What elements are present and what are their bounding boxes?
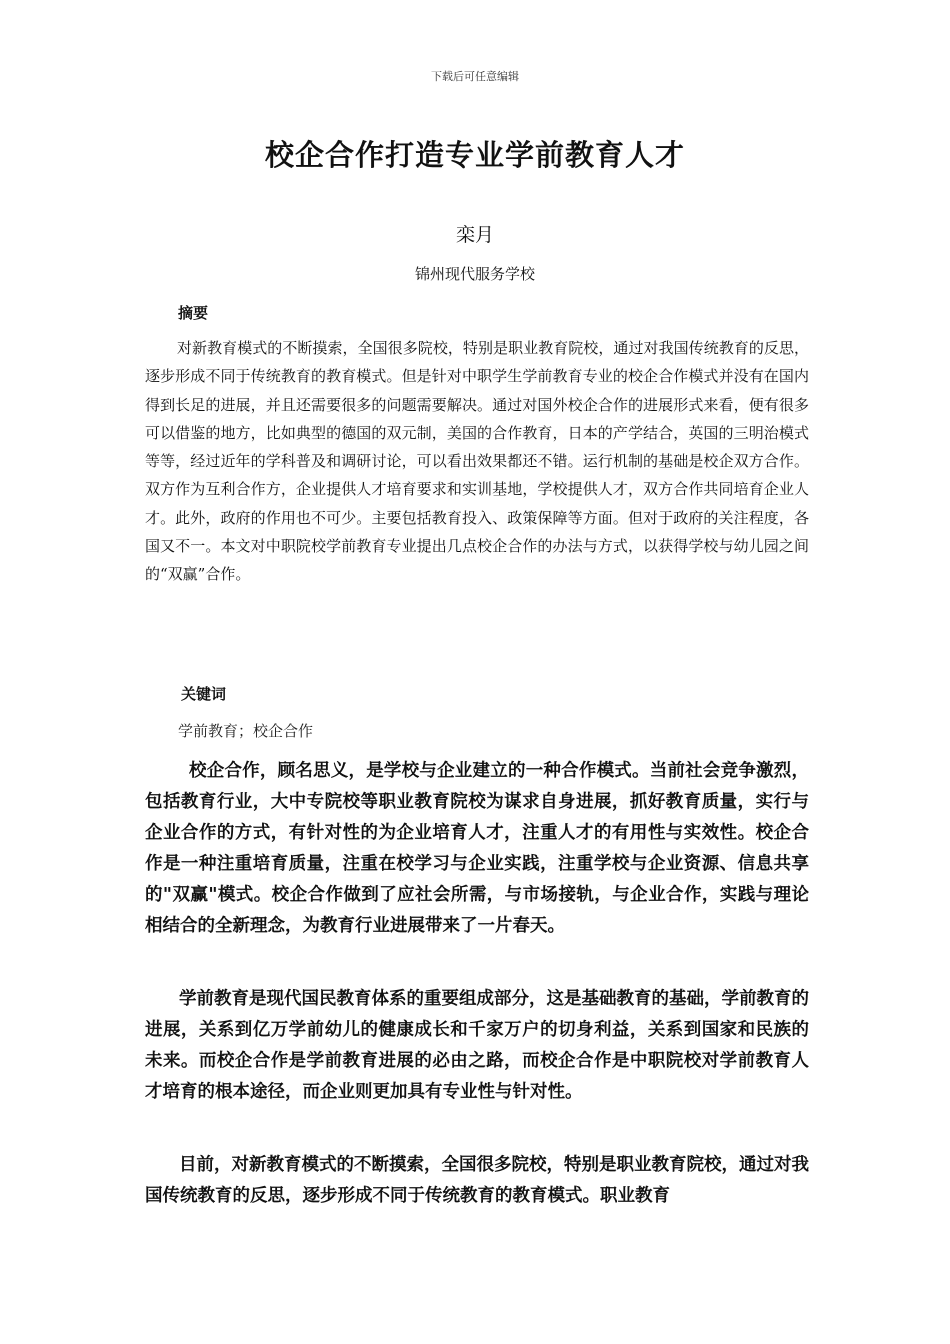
author-affiliation: 锦州现代服务学校 bbox=[414, 265, 535, 283]
abstract-paragraph: 对新教育模式的不断摸索，全国很多院校，特别是职业教育院校，通过对我国传统教育的反思，逐步形成不同于传统教育的教育模式。但是针对中职学生学前教育专业的校企合作模式并没有在国内得到长足的进展，并且还需要很多的问题需要解决。通过对国外校企合作的进展形式来看，便有很多可以借鉴的地方，比如典型的德国的双元制，美国的合作教育，日本的产学结合，英国的三明治模式等等，经过近年的学科普及和调研讨论，可以看出效果都还不错。运行机制的基础是校企双方合作。双方作为互利合作方，企业提供人才培育要求和实训基地，学校提供人才，双方合作共同培育企业人才。此外，政府的作用也不可少。主要包括教育投入、政策保障等方面。但对于政府的关注程度，各国又不一。本文对中职院校学前教育专业提出几点校企合作的办法与方式，以获得学校与幼儿园之间的“双赢”合作。 bbox=[145, 339, 809, 584]
body-paragraph: 学前教育是现代国民教育体系的重要组成部分，这是基础教育的基础，学前教育的进展，关系到亿万学前幼儿的健康成长和千家万户的切身利益，关系到国家和民族的未来。而校企合作是学前教育进展的必由之路，而校企合作是中职院校对学前教育人才培育的根本途径，而企业则更加具有专业性与针对性。 bbox=[145, 989, 809, 1102]
keywords-heading: 关键词 bbox=[181, 685, 227, 703]
body-paragraph: 目前，对新教育模式的不断摸索，全国很多院校，特别是职业教育院校，通过对我国传统教育的反思，逐步形成不同于传统教育的教育模式。职业教育 bbox=[145, 1155, 809, 1206]
author-name: 栾月 bbox=[455, 224, 494, 246]
document-title: 校企合作打造专业学前教育人才 bbox=[264, 138, 685, 172]
header-note: 下载后可任意编辑 bbox=[431, 70, 519, 83]
body-paragraph: 校企合作，顾名思义，是学校与企业建立的一种合作模式。当前社会竞争激烈，包括教育行业，大中专院校等职业教育院校为谋求自身进展，抓好教育质量，实行与企业合作的方式，有针对性的为企业培育人才，注重人才的有用性与实效性。校企合作是一种注重培育质量，注重在校学习与企业实践，注重学校与企业资源、信息共享的"双赢"模式。校企合作做到了应社会所需，与市场接轨，与企业合作，实践与理论相结合的全新理念，为教育行业进展带来了一片春天。 bbox=[145, 761, 809, 936]
abstract-heading: 摘要 bbox=[178, 304, 209, 322]
keywords-list: 学前教育；校企合作 bbox=[178, 722, 314, 740]
